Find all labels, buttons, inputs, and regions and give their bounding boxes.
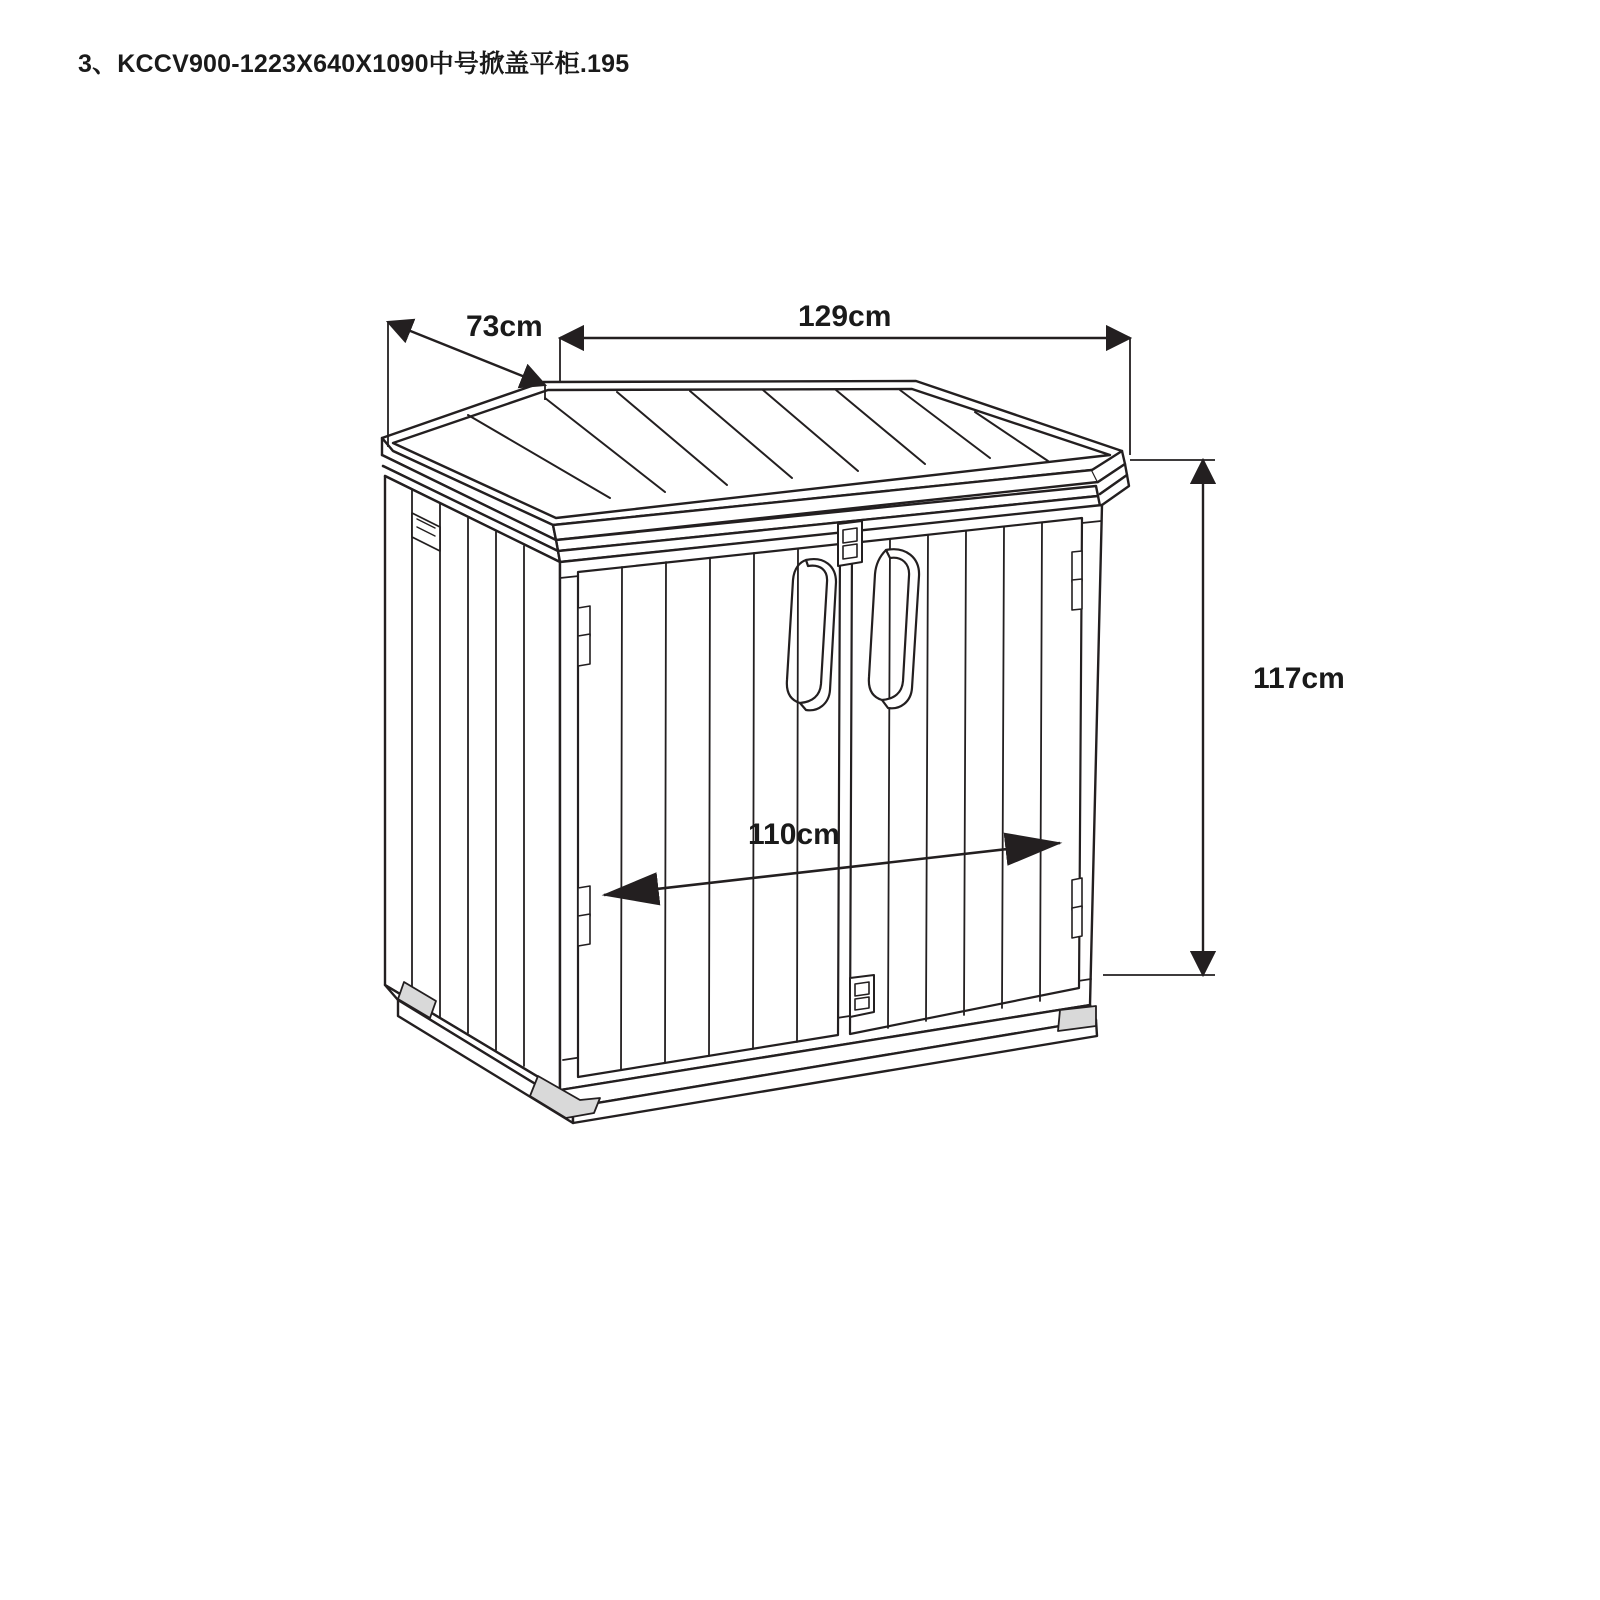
page-title: 3、KCCV900-1223X640X1090中号掀盖平柜.195 [78,50,630,78]
cabinet-door-right[interactable] [850,518,1082,1034]
cabinet-body [382,381,1129,1123]
door-lock-latch-top[interactable] [838,521,862,566]
dimension-height-117cm [1103,460,1215,975]
dimension-label-depth: 73cm [466,310,543,343]
door-lock-latch-bottom[interactable] [850,975,874,1017]
dimension-label-width: 129cm [798,300,892,333]
dimension-label-height: 117cm [1253,662,1345,695]
cabinet-door-left[interactable] [578,544,840,1077]
dimension-label-inner-width: 110cm [748,818,840,851]
